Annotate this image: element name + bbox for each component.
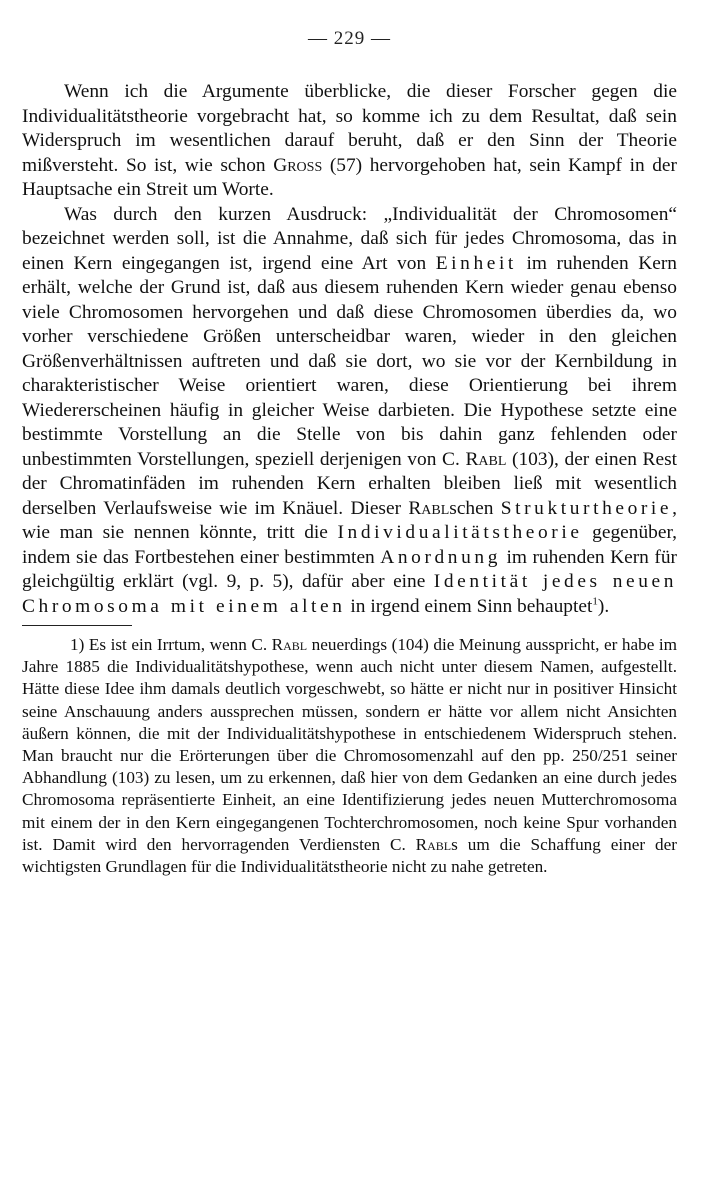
paragraph-1 — [22, 80, 677, 203]
paragraph-1-text: Wenn ich die Argumente überblicke, die dieser Forscher gegen die Individualitätstheorie vorgebracht hat, so komme ich zu dem Resultat, daß sein Widerspruch im wesentlichen darauf beruht, daß er den Sinn der Theorie mißversteht. So ist, wie schon — [22, 81, 677, 176]
footnote-text: um die Schaffung einer der wichtigsten Grundlagen für die Individualitätstheorie nicht zu nahe getreten. — [22, 834, 677, 877]
footnote-reference[interactable]: 1 — [592, 595, 598, 608]
paragraph-2 — [22, 203, 677, 620]
author-name-gross: Gross — [273, 154, 323, 176]
footnote-text: neuerdings (104) die Meinung ausspricht, er habe im Jahre 1885 die Individualitätshypothese, wenn auch nicht unter diesem Namen, aufgestellt. Hätte diese Idee ihm damals deutlich vorgeschwebt, so hätte er nicht nur in positiver Hinsicht seine Anschauung anders aussprechen müssen, sondern er hätte vor allem nicht Ansichten äußern können, die mit der Individualitätshypothese in entschiedenem Widerspruch stehen. Man braucht nur die Erörterungen über die Chromosomenzahl auf den pp. 250/251 seiner Abhandlung (103) zu lesen, um zu erkennen, daß hier von dem Gedanken an eine durch jedes Chromosoma repräsentierte Einheit, an eine Identifizierung jedes neuen Mutterchromosoma mit einem der in den Kern eingegangenen Tochterchromosomen, noch keine Spur vorhanden ist. Damit wird den hervorragenden Verdiensten C. — [22, 635, 677, 854]
emphasis-einheit: Einheit — [435, 252, 517, 274]
footnote-divider — [22, 625, 132, 626]
author-name-rabl: Rabl — [465, 448, 507, 470]
book-page — [22, 28, 677, 878]
author-name-rabl: Rabl — [408, 497, 450, 519]
footnote — [22, 634, 677, 878]
emphasis-individualitaetstheorie: Individualitätstheorie — [337, 522, 583, 543]
paragraph-2-text: Was durch den kurzen Ausdruck: „Individualität der Chromosomen“ bezeichnet werden soll, ist die Annahme, daß sich für jedes Chromosoma, das in einen Kern eingegangen ist, irgend eine Art von — [22, 203, 677, 274]
paragraph-2-text: gegenüber, indem sie das Fortbestehen einer bestimmten — [22, 522, 677, 568]
paragraph-2-text: in irgend einem Sinn behauptet — [345, 595, 593, 617]
emphasis-strukturtheorie: Strukturtheorie — [500, 497, 673, 519]
main-text — [22, 80, 677, 619]
paragraph-2-text: schen — [449, 497, 494, 519]
emphasis-anordnung: Anordnung — [380, 546, 501, 568]
page-number: — 229 — — [308, 28, 391, 49]
author-name-rabl: Rabl — [271, 635, 308, 654]
paragraph-2-text: (103), der einen Rest der Chromatinfäden im ruhenden Kern erhalten bleiben ließ mit wesentlich derselben Verlaufsweise wie im Knäuel. Dieser — [22, 448, 677, 519]
author-name-rabl: Rabl — [415, 834, 452, 854]
paragraph-2-text: , wie man sie nennen könnte, tritt die — [22, 497, 677, 543]
paragraph-2-text: im ruhenden Kern erhält, welche der Grund ist, daß aus diesem ruhenden Kern wieder genau ebenso viele Chromosomen hervorgehen und daß diese Chromosomen überdies da, wo vorher verschiedene Größen unterscheidbar waren, wieder in den gleichen Größenverhältnissen auftreten und daß sie dort, wo sie vor der Kernbildung in charakteristischer Weise orientiert waren, diese Orientierung bei ihrem Wiedererscheinen häufig in gleicher Weise darbieten. Die Hypothese setzte eine bestimmte Vorstellung an die Stelle von bis dahin ganz fehlenden oder unbestimmten Vorstellungen, speziell derjenigen von C. — [22, 252, 677, 470]
paragraph-2-text: ). — [597, 595, 610, 617]
paragraph-1-text-end: (57) hervorgehoben hat, sein Kampf in der Hauptsache ein Streit um Worte. — [22, 154, 678, 200]
emphasis-identitaet: Identität jedes neuen Chromosoma mit einem alten — [22, 571, 677, 617]
paragraph-2-text: im ruhenden Kern für gleichgültig erklärt (vgl. 9, p. 5), dafür aber eine — [22, 546, 677, 592]
footnote-text: s — [451, 834, 458, 854]
footnote-text: 1) Es ist ein Irrtum, wenn C. — [70, 635, 272, 654]
